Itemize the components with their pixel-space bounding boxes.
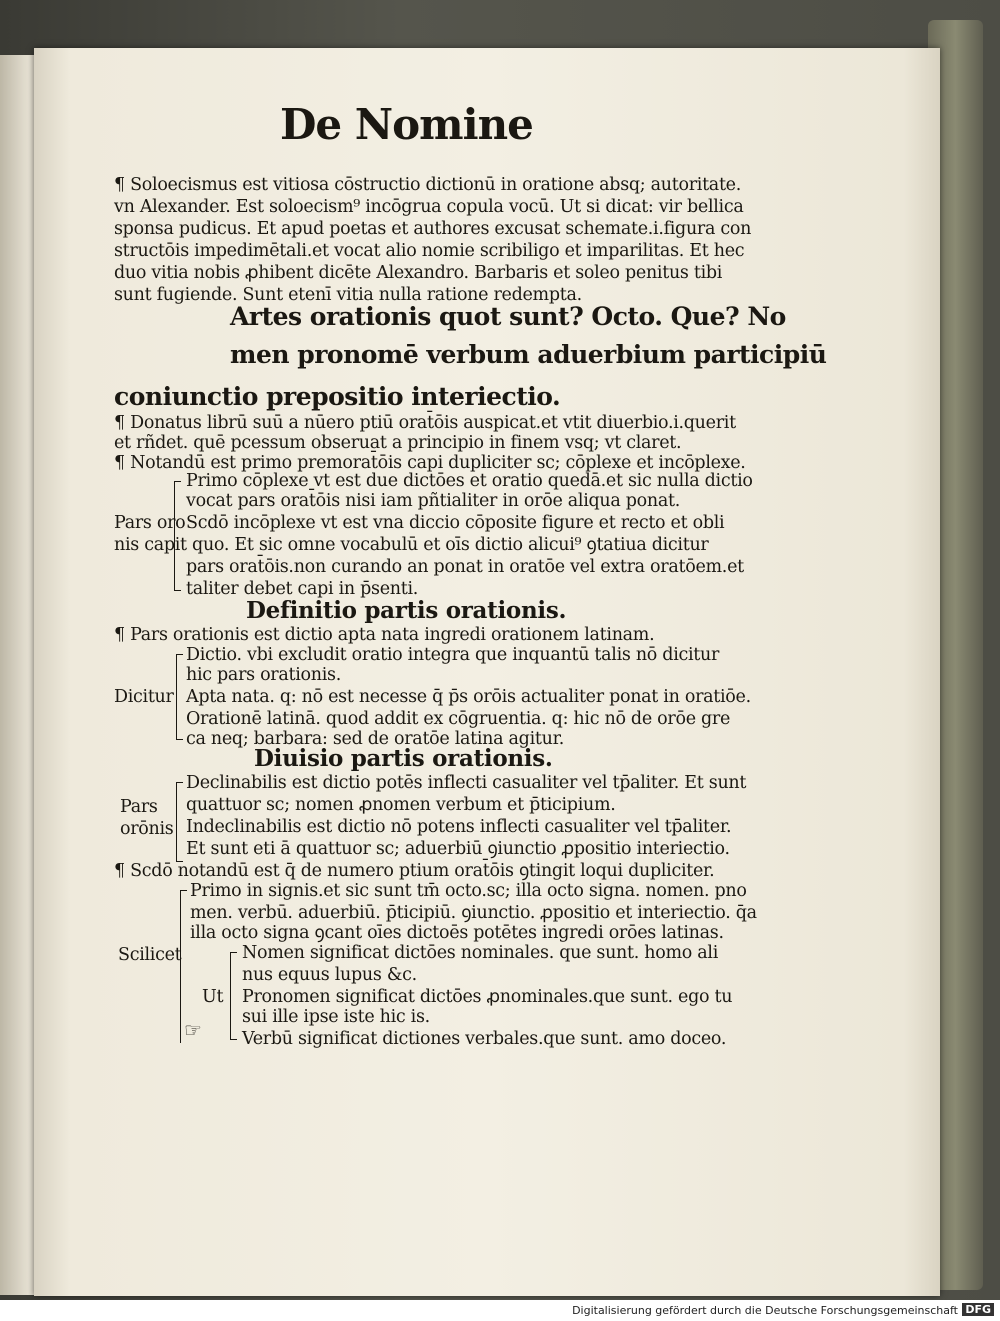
dfg-logo: DFG <box>962 1303 994 1316</box>
bracket <box>176 654 183 740</box>
manicule-icon: ☞ <box>184 1018 202 1042</box>
margin-label: Dicitur <box>114 687 174 707</box>
paragraph-line: vn Alexander. Est soloecism⁹ incōgrua copula vocū. Ut si dicat: vir bellica <box>114 197 744 217</box>
margin-label: Pars oro <box>114 513 186 533</box>
bracket-line: illa octo signa ꝯcant oīes dictoēs potētes ingredi orōes latinas. <box>190 923 724 943</box>
bracket-line: Primo cōplexe vt est due dictōes et oratio quedā.et sic nulla dictio <box>186 471 753 491</box>
question-line: men pronomē verbum aduerbium participiū <box>230 340 827 369</box>
bracket <box>176 782 183 862</box>
subheading: Definitio partis orationis. <box>246 597 567 624</box>
footer-bar <box>0 1300 1000 1321</box>
paragraph-line: ¶ Pars orationis est dictio apta nata ingredi orationem latinam. <box>114 625 655 645</box>
bracket-line: Dictio. vbi excludit oratio integra que inquantū talis nō dicitur <box>186 645 720 665</box>
bracket-line: Apta nata. q: nō est necesse q̄ p̄s orōis actualiter ponat in oratiōe. <box>186 687 751 707</box>
bracket-line: pars orat̄ōis.non curando an ponat in oratōe vel extra oratōem.et <box>186 557 744 577</box>
paragraph-line: ¶ Notandū est primo premorat̄ōis capi dupliciter sc; cōplexe et incōplexe. <box>114 453 746 473</box>
bracket-line: Orationē latinā. quod addit ex cōgruentia. q: hic nō de orōe gre <box>186 709 731 729</box>
bracket-line: sui ille ipse iste hic is. <box>242 1007 430 1027</box>
bracket-line: nus equus lupus &c. <box>242 965 417 985</box>
page-heading: De Nomine <box>280 100 533 149</box>
bracket-line: Indeclinabilis est dictio nō potens inflecti casualiter vel tp̄aliter. <box>186 817 732 837</box>
bracket-line: Pronomen significat dictōes ꝓnominales.que sunt. ego tu <box>242 987 733 1007</box>
paragraph-line: ¶ Donatus librū suū a nūero ptiū orat̄ōis auspicat.et vtit diuerbio.i.querit <box>114 413 736 433</box>
margin-label: Pars <box>120 797 158 817</box>
footer-credit: Digitalisierung gefördert durch die Deutsche Forschungsgemeinschaft <box>572 1304 958 1317</box>
question-line: Artes orationis quot sunt? Octo. Que? No <box>230 302 786 331</box>
bracket-line: vocat pars orat̄ōis nisi iam pñtialiter in orōe aliqua ponat. <box>186 491 681 511</box>
bracket-line: Et sunt eti ā quattuor sc; aduerbiū ꝯiunctio ꝓpositio interiectio. <box>186 839 730 859</box>
paragraph-line: ¶ Scdō notandū est q̄ de numero ptium orat̄ōis ꝯtingit loqui dupliciter. <box>114 861 715 881</box>
bracket-line: ca neq; barbara: sed de oratōe latina agitur. <box>186 729 564 749</box>
bracket-line: taliter debet capi in p̄senti. <box>186 579 419 599</box>
bracket-line: Scdō incōplexe vt est vna diccio cōposite figure et recto et obli <box>186 513 725 533</box>
margin-label: Scilicet <box>118 945 182 965</box>
bracket-line: Verbū significat dictiones verbales.que sunt. amo doceo. <box>242 1029 727 1049</box>
paragraph-line: et rñdet. quē pcessum obseruat a principio in finem vsq; vt claret. <box>114 433 682 453</box>
bracket-line: Nomen significat dictōes nominales. que sunt. homo ali <box>242 943 719 963</box>
page-text <box>34 48 940 1296</box>
paragraph-line: sunt fugiende. Sunt etenī vitia nulla ratione redempta. <box>114 285 582 305</box>
paragraph-line: structōis impedimētali.et vocat alio nomie scribiligo et imparilitas. Et hec <box>114 241 745 261</box>
bracket <box>230 952 237 1040</box>
bracket-line: men. verbū. aduerbiū. p̄ticipiū. ꝯiunctio. ꝓpositio et interiectio. q̄a <box>190 903 757 923</box>
paragraph-line: duo vitia nobis ꝓhibent dicēte Alexandro. Barbaris et soleo penitus tibi <box>114 263 723 283</box>
subheading: Diuisio partis orationis. <box>254 745 553 772</box>
bracket-line: nis capit quo. Et sic omne vocabulū et oīs dictio alicui⁹ ꝯtatiua dicitur <box>114 535 709 555</box>
paragraph-line: sponsa pudicus. Et apud poetas et authores excusat schemate.i.figura con <box>114 219 752 239</box>
bracket-line: quattuor sc; nomen ꝓnomen verbum et p̄ticipium. <box>186 795 616 815</box>
bracket-line: Declinabilis est dictio potēs inflecti casualiter vel tp̄aliter. Et sunt <box>186 773 747 793</box>
paragraph-line: ¶ Soloecismus est vitiosa cōstructio dictionū in oratione absq; autoritate. <box>114 175 741 195</box>
margin-label: Ut <box>202 987 224 1007</box>
margin-label: orōnis <box>120 819 174 839</box>
question-line: coniunctio prepositio interiectio. <box>114 382 561 411</box>
bracket-line: hic pars orationis. <box>186 665 341 685</box>
book-page <box>34 48 940 1296</box>
bracket-line: Primo in signis.et sic sunt tm̄ octo.sc; illa octo signa. nomen. pno <box>190 881 747 901</box>
